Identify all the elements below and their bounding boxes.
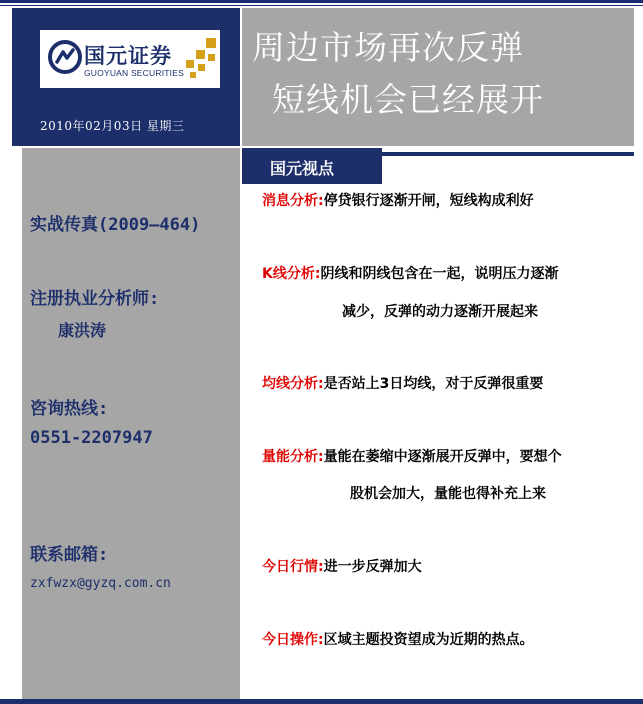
analysis-label: 今日操作: bbox=[262, 632, 324, 648]
analysis-text: 进一步反弹加大 bbox=[323, 559, 422, 575]
analysis-label: 今日行情: bbox=[262, 559, 324, 575]
contact-sidebar bbox=[22, 148, 240, 700]
analysis-label: 消息分析: bbox=[262, 193, 324, 209]
gold-squares-icon bbox=[184, 36, 218, 82]
company-logo bbox=[40, 30, 220, 88]
analysis-text-continued: 减少，反弹的动力逐渐开展起来 bbox=[342, 304, 538, 320]
analysis-label: 量能分析: bbox=[262, 449, 324, 465]
analysis-text: 阴线和阴线包含在一起，说明压力逐渐 bbox=[320, 266, 559, 282]
analysis-row-today-operation bbox=[262, 630, 534, 650]
analysis-text-continued: 股机会加大，量能也得补充上来 bbox=[350, 486, 546, 502]
analysis-row-news bbox=[262, 191, 534, 211]
report-date: 2010年02月03日 星期三 bbox=[40, 119, 185, 133]
analysis-row-today-market bbox=[262, 557, 422, 577]
analysis-text: 量能在萎缩中逐渐展开反弹中，要想个 bbox=[323, 449, 562, 465]
email-label: 联系邮箱: bbox=[30, 545, 109, 565]
hotline-label: 咨询热线: bbox=[30, 399, 109, 419]
analysis-text: 停贷银行逐渐开闸，短线构成利好 bbox=[323, 193, 534, 209]
headline-line-1: 周边市场再次反弹 bbox=[252, 28, 524, 67]
header-brand-panel bbox=[12, 8, 240, 146]
section-tab bbox=[242, 148, 382, 184]
analyst-label: 注册执业分析师: bbox=[30, 289, 160, 309]
analysis-label: 均线分析: bbox=[262, 376, 324, 392]
analyst-name: 康洪涛 bbox=[58, 321, 107, 340]
top-border-thin bbox=[0, 5, 643, 6]
analysis-row-kline bbox=[262, 264, 558, 284]
analysis-text: 是否站上3日均线，对于反弹很重要 bbox=[323, 376, 544, 392]
analysis-row-volume bbox=[262, 447, 562, 467]
hotline-number: 0551-2207947 bbox=[30, 428, 153, 448]
top-border-thick bbox=[0, 0, 643, 3]
email-address: zxfwzx@gyzq.com.cn bbox=[30, 576, 171, 591]
analysis-label: K线分析: bbox=[262, 266, 321, 282]
section-tab-label: 国元视点 bbox=[270, 159, 335, 178]
logo-chinese-name: 国元证券 bbox=[84, 44, 172, 68]
logo-english-name: GUOYUAN SECURITIES bbox=[84, 68, 184, 78]
headline-line-2: 短线机会已经展开 bbox=[272, 80, 544, 119]
guoyuan-emblem-icon bbox=[48, 40, 82, 74]
analysis-text: 区域主题投资望成为近期的热点。 bbox=[323, 632, 534, 648]
header-title-panel bbox=[242, 8, 634, 146]
report-number: 实战传真(2009—464) bbox=[30, 215, 201, 235]
analysis-row-moving-average bbox=[262, 374, 543, 394]
bottom-border bbox=[0, 699, 643, 704]
